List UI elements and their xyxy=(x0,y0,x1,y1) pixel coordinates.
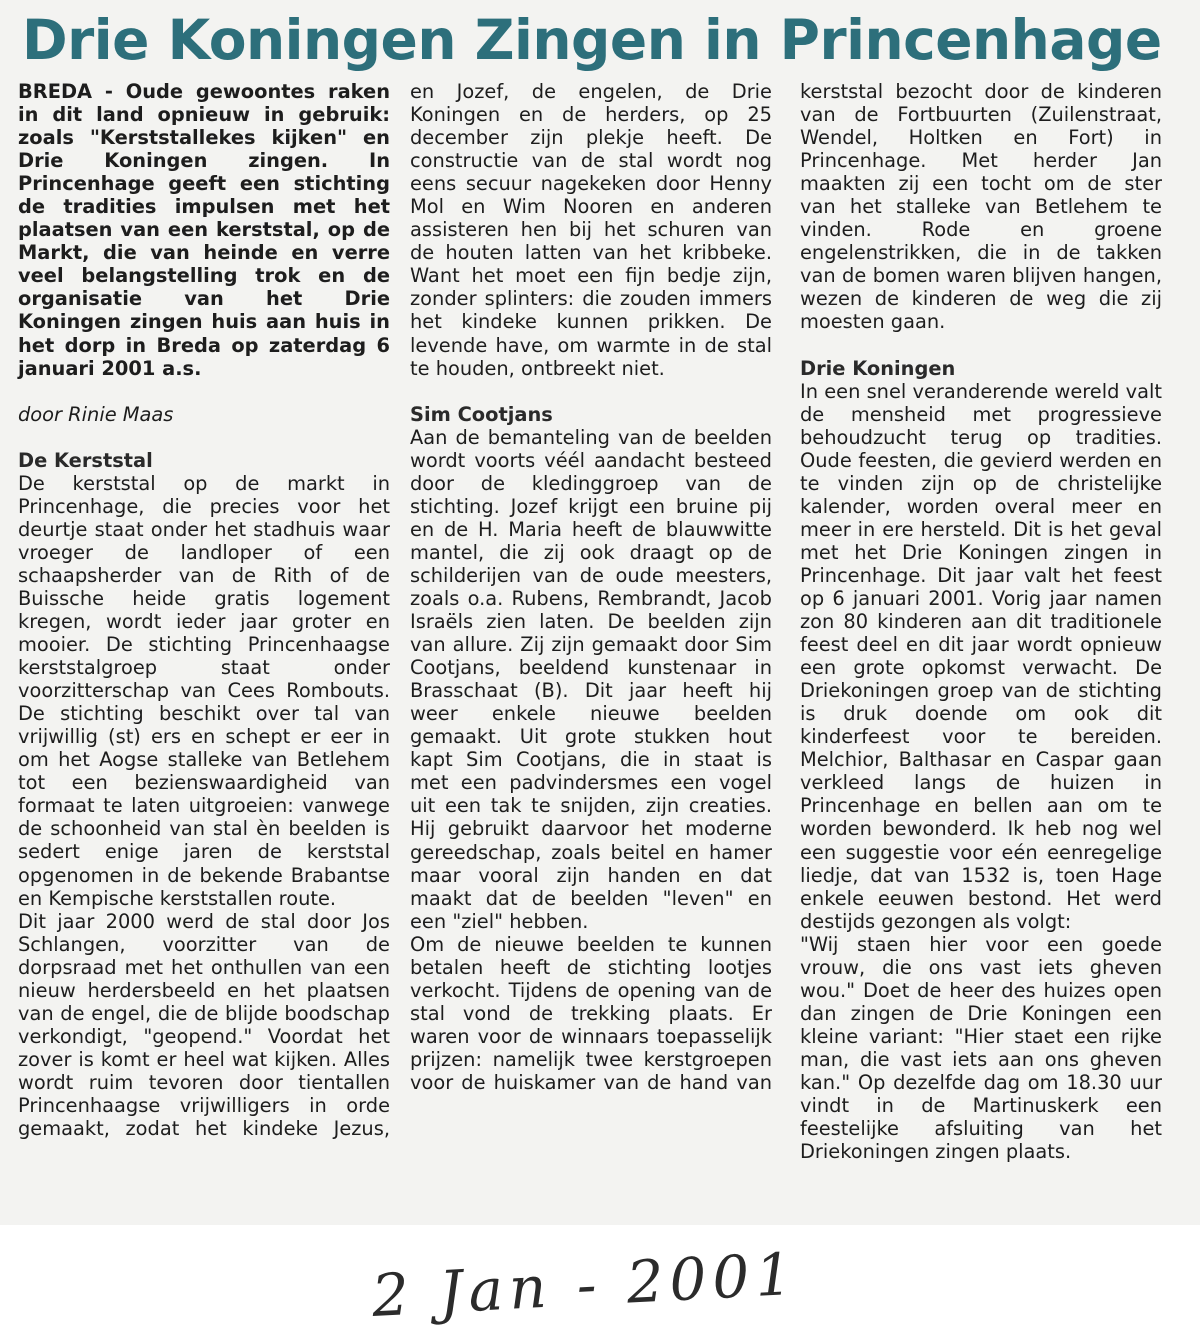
column-2 xyxy=(410,80,772,1094)
headline: Drie Koningen Zingen in Princenhage xyxy=(22,8,1162,72)
column-1 xyxy=(18,80,390,1140)
body-paragraph-continued: kerststal bezocht door de kinderen van de Fortbuurten (Zuilenstraat, Wendel, Holtken en Fort) in Princenhage. Met herder Jan maakten zij een tocht om de ster van het stalleke van Betlehem te vinden. Rode en groene engelenstrikken, die in de takken van de bomen waren blijven hangen, wezen de kinderen de weg die zij moesten gaan. xyxy=(800,80,1162,334)
subheading-drie-koningen: Drie Koningen xyxy=(800,356,956,380)
body-paragraph: Aan de bemanteling van de beelden wordt voorts véél aandacht besteed door de kledinggroep van de stichting. Jozef krijgt een bruine pij en de H. Maria heeft de blauwwitte mantel, die zij ook draagt op de schilderijen van de oude meesters, zoals o.a. Rubens, Rembrandt, Jacob Israëls zien laten. De beelden zijn van allure. Zij zijn gemaakt door Sim Cootjans, beeldend kunstenaar in Brasschaat (B). Dit jaar heeft hij weer enkele nieuwe beelden gemaakt. Uit grote stukken hout kapt Sim Cootjans, die in staat is met een padvindersmes een vogel uit een tak te snijden, zijn creaties. Hij gebruikt daarvoor het moderne gereedschap, zoals beitel en hamer maar vooral zijn handen en dat maakt dat de beelden "leven" en een "ziel" hebben. xyxy=(410,425,772,933)
body-paragraph-continued: en Jozef, de engelen, de Drie Koningen en de herders, op 25 december zijn plekje heeft. De constructie van de stal wordt nog eens secuur nagekeken door Henny Mol en Wim Nooren en anderen assisteren hen bij het schuren van de houten latten van het kribbeke. Want het moet een fijn bedje zijn, zonder splinters: die zouden immers het kindeke kunnen prikken. De levende have, om warmte in de stal te houden, ontbreekt niet. xyxy=(410,80,772,380)
lead-paragraph: BREDA - Oude gewoontes raken in dit land opnieuw in gebruik: zoals "Kerststallekes kijken" en Drie Koningen zingen. In Princenhage geeft een stichting de tradities impulsen met het plaatsen van een kerststal, op de Markt, die van heinde en verre veel belangstelling trok en de organisatie van het Drie Koningen zingen huis aan huis in het dorp in Breda op zaterdag 6 januari 2001 a.s. xyxy=(18,80,390,380)
body-paragraph: Om de nieuwe beelden te kunnen betalen heeft de stichting lootjes verkocht. Tijdens de opening van de stal vond de trekking plaats. Er waren voor de winnaars toepasselijk prijzen: namelijk twee kerstgroepen voor de huiskamer van de hand van xyxy=(410,932,772,1094)
column-3 xyxy=(800,80,1162,1163)
body-paragraph: "Wij staen hier voor een goede vrouw, die ons vast iets gheven wou." Doet de heer des huizes open dan zingen de Drie Koningen een kleine variant: "Hier staet een rijke man, die vast iets aan ons gheven kan." Op dezelfde dag om 18.30 uur vindt in de Martinuskerk een feestelijke afsluiting van het Driekoningen zingen plaats. xyxy=(800,932,1162,1164)
body-paragraph: In een snel veranderende wereld valt de mensheid met progressieve behoudzucht terug op tradities. Oude feesten, die gevierd werden en te vinden zijn op de christelijke kalender, worden overal meer en meer in ere hersteld. Dit is het geval met het Drie Koningen zingen in Princenhage. Dit jaar valt het feest op 6 januari 2001. Vorig jaar namen zon 80 kinderen aan dit traditionele feest deel en dit jaar wordt opnieuw een grote opkomst verwacht. De Driekoningen groep van de stichting is druk doende om ook dit kinderfeest voor te bereiden. Melchior, Balthasar en Caspar gaan verkleed langs de huizen in Princenhage en bellen aan om te worden bewonderd. Ik heb nog wel een suggestie voor eén eenregelige liedje, dat van 1532 is, toen Hage enkele eeuwen bestond. Het werd destijds gezongen als volgt: xyxy=(800,379,1162,933)
byline: door Rinie Maas xyxy=(18,402,174,426)
body-paragraph: De kerststal op de markt in Princenhage, die precies voor het deurtje staat onder het stadhuis waar vroeger de landloper of een schaapsherder van de Rith of de Buissche heide gratis logement kregen, wordt ieder jaar groter en mooier. De stichting Princenhaagse kerststalgroep staat onder voorzitterschap van Cees Rombouts. De stichting beschikt over tal van vrijwillig (st) ers en schept er eer in om het Aogse stalleke van Betlehem tot een bezienswaardigheid van formaat te laten uitgroeien: vanwege de schoonheid van stal èn beelden is sedert enige jaren de kerststal opgenomen in de bekende Brabantse en Kempische kerststallen route. xyxy=(18,471,390,910)
subheading-sim-cootjans: Sim Cootjans xyxy=(410,402,553,426)
subheading-kerststal: De Kerststal xyxy=(18,448,153,472)
body-paragraph: Dit jaar 2000 werd de stal door Jos Schlangen, voorzitter van de dorpsraad met het onthullen van een nieuw herdersbeeld en het plaatsen van de engel, die de blijde boodschap verkondigt, "geopend." Voordat het zover is komt er heel wat kijken. Alles wordt ruim tevoren door tientallen Princenhaagse vrijwilligers in orde gemaakt, zodat het kindeke Jezus, xyxy=(18,909,390,1140)
handwritten-date: 2 Jan - 2001 xyxy=(370,1239,800,1330)
